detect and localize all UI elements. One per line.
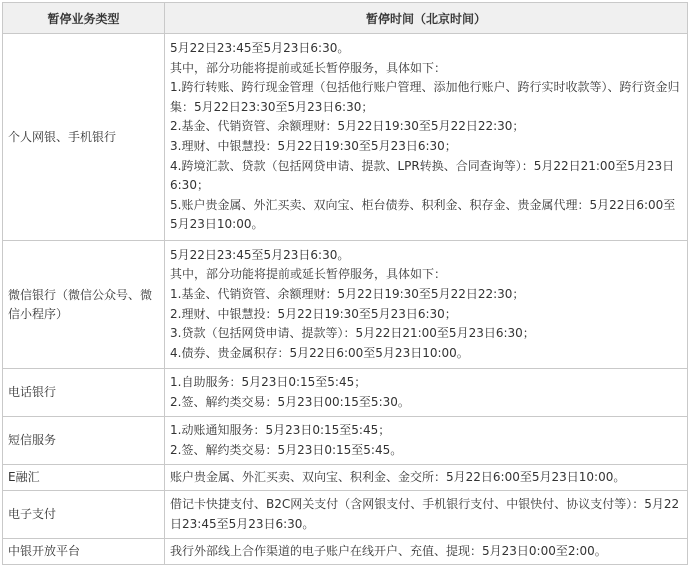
detail-line: 5月22日23:45至5月23日6:30。 bbox=[170, 247, 350, 262]
business-type-cell: 电子支付 bbox=[3, 491, 165, 539]
business-type-cell: 中银开放平台 bbox=[3, 539, 165, 565]
table-row bbox=[3, 417, 688, 465]
detail-line: 其中，部分功能将提前或延长暂停服务，具体如下： bbox=[170, 267, 447, 282]
detail-line: 2.理财、中银慧投：5月22日19:30至5月23日6:30； bbox=[170, 306, 457, 321]
detail-line: 2.签、解约类交易：5月23日0:15至5:45。 bbox=[170, 442, 403, 457]
header-business-type: 暂停业务类型 bbox=[3, 3, 165, 34]
suspension-time-cell bbox=[165, 465, 688, 491]
suspension-time-cell bbox=[165, 417, 688, 465]
detail-line: 其中，部分功能将提前或延长暂停服务，具体如下： bbox=[170, 60, 447, 75]
detail-line: 4.跨境汇款、贷款（包括网贷申请、提款、LPR转换、合同查询等）：5月22日21:00至5月23日6:30； bbox=[170, 158, 675, 193]
table-row bbox=[3, 491, 688, 539]
business-type-cell: 短信服务 bbox=[3, 417, 165, 465]
header-suspension-time: 暂停时间（北京时间） bbox=[165, 3, 688, 34]
table-row bbox=[3, 539, 688, 565]
detail-line: 1.动账通知服务：5月23日0:15至5:45； bbox=[170, 422, 391, 437]
business-type-cell: E融汇 bbox=[3, 465, 165, 491]
suspension-schedule-table bbox=[2, 2, 688, 565]
detail-line: 2.基金、代销资管、余额理财：5月22日19:30至5月22日22:30； bbox=[170, 119, 525, 134]
detail-line: 5月22日23:45至5月23日6:30。 bbox=[170, 41, 350, 56]
suspension-time-cell bbox=[165, 34, 688, 241]
detail-line: 1.自助服务：5月23日0:15至5:45； bbox=[170, 374, 367, 389]
suspension-time-cell bbox=[165, 241, 688, 369]
header-row bbox=[3, 3, 688, 34]
detail-line: 2.签、解约类交易：5月23日00:15至5:30。 bbox=[170, 394, 410, 409]
detail-line: 1.跨行转账、跨行现金管理（包括他行账户管理、添加他行账户、跨行实时收款等）、跨行资金归集：5月22日23:30至5月23日6:30； bbox=[170, 80, 680, 114]
business-type-cell: 个人网银、手机银行 bbox=[3, 34, 165, 241]
suspension-time-cell bbox=[165, 539, 688, 565]
detail-line: 3.贷款（包括网贷申请、提款等）：5月22日21:00至5月23日6:30； bbox=[170, 326, 535, 341]
detail-line: 账户贵金属、外汇买卖、双向宝、积利金、金交所：5月22日6:00至5月23日10:00。 bbox=[170, 469, 626, 484]
table-row bbox=[3, 34, 688, 241]
business-type-cell: 微信银行（微信公众号、微信小程序） bbox=[3, 241, 165, 369]
detail-line: 借记卡快捷支付、B2C网关支付（含网银支付、手机银行支付、中银快付、协议支付等）：5月22日23:45至5月23日6:30。 bbox=[170, 496, 680, 531]
table-row bbox=[3, 241, 688, 369]
detail-line: 3.理财、中银慧投：5月22日19:30至5月23日6:30； bbox=[170, 139, 457, 153]
suspension-time-cell bbox=[165, 491, 688, 539]
business-type-cell: 电话银行 bbox=[3, 369, 165, 417]
detail-line: 4.债券、贵金属积存：5月22日6:00至5月23日10:00。 bbox=[170, 345, 469, 360]
table-row bbox=[3, 465, 688, 491]
detail-line: 我行外部线上合作渠道的电子账户在线开户、充值、提现：5月23日0:00至2:00。 bbox=[170, 543, 607, 558]
table-row bbox=[3, 369, 688, 417]
suspension-time-cell bbox=[165, 369, 688, 417]
detail-line: 1.基金、代销资管、余额理财：5月22日19:30至5月22日22:30； bbox=[170, 286, 525, 301]
detail-line: 5.账户贵金属、外汇买卖、双向宝、柜台债券、积利金、积存金、贵金属代理：5月22日6:00至5月23日10:00。 bbox=[170, 197, 676, 232]
